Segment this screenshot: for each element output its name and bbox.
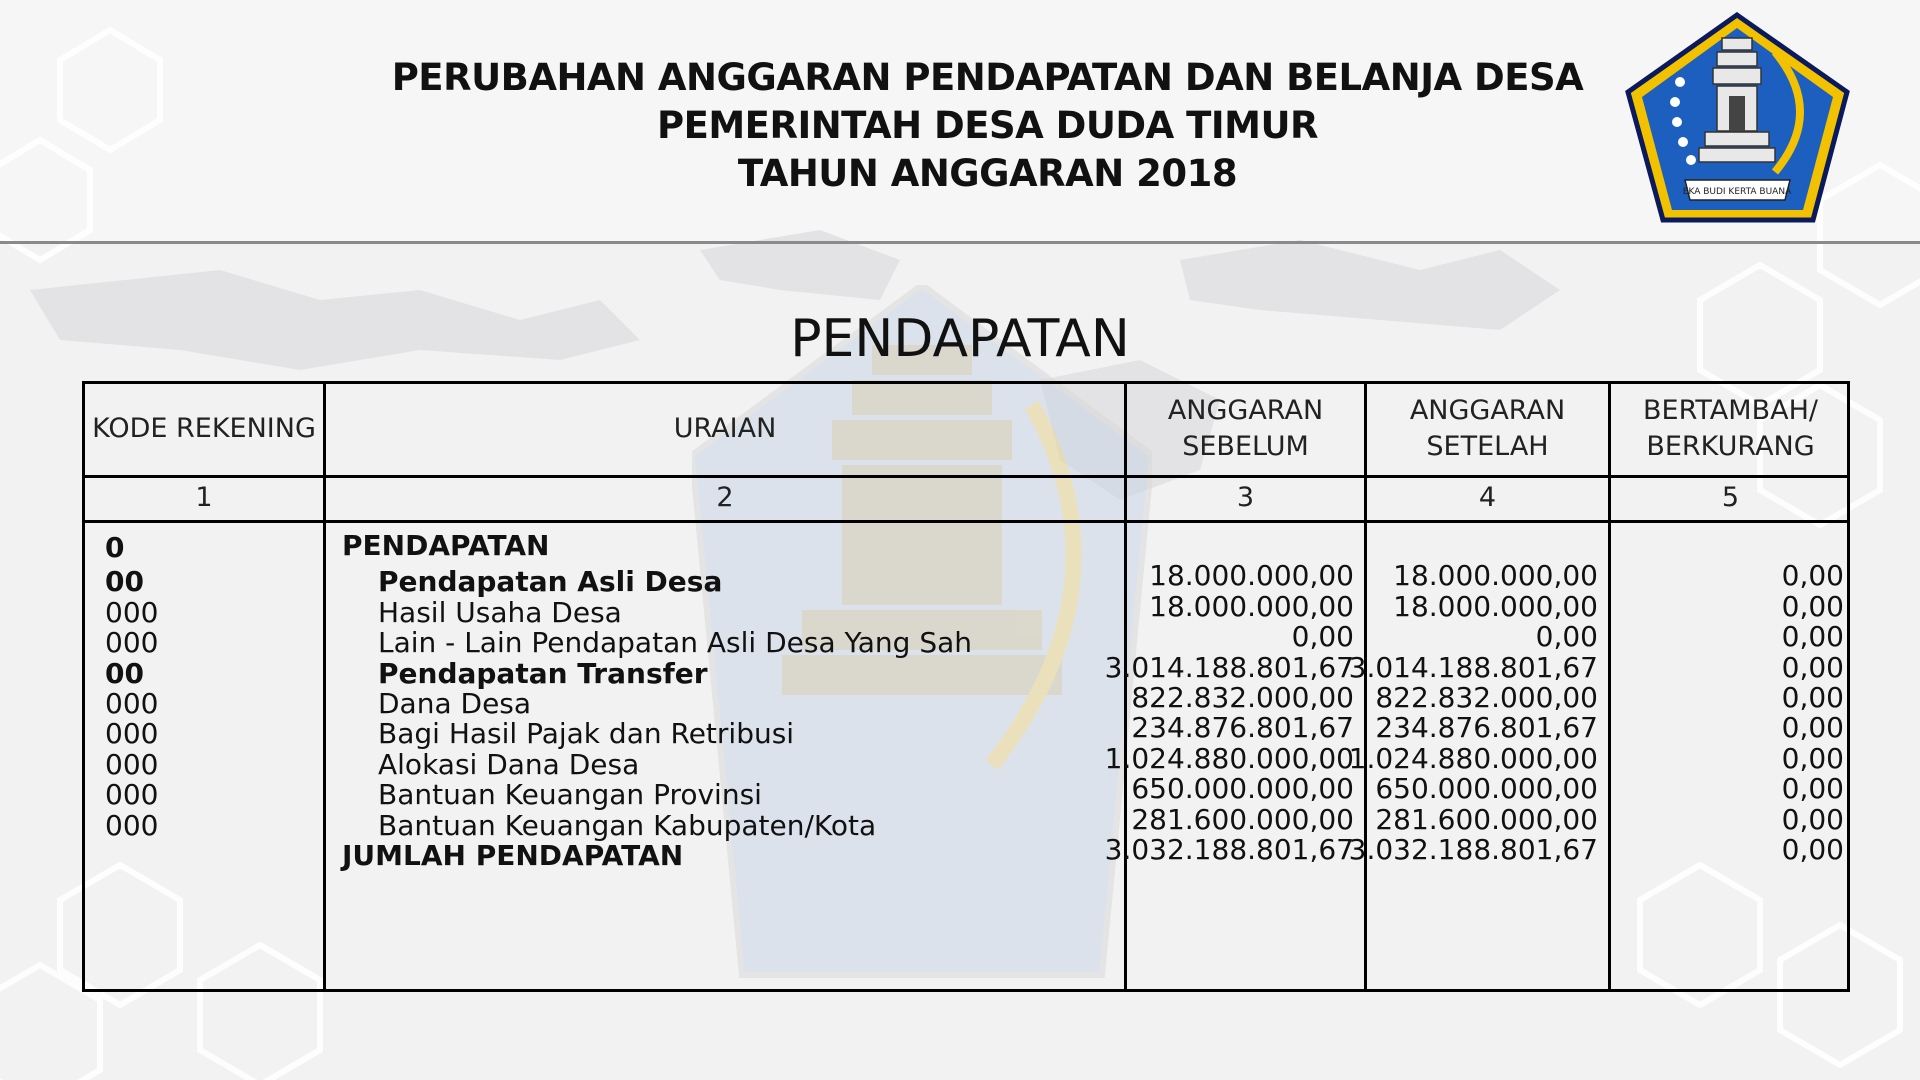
header-bertambah-berkurang [1611, 393, 1850, 465]
number-row-divider [85, 520, 1847, 523]
document-title: PERUBAHAN ANGGARAN PENDAPATAN DAN BELANJA DESA [391, 56, 1584, 99]
header-anggaran-sebelum-line2: SEBELUM [1182, 431, 1309, 462]
row-code: 000 [105, 717, 159, 751]
row-uraian: Bagi Hasil Pajak dan Retribusi [378, 717, 795, 751]
header-anggaran-setelah-line1: ANGGARAN [1409, 395, 1566, 426]
header-row-divider [85, 475, 1847, 478]
header-bertambah-line2: BERKURANG [1646, 431, 1815, 462]
header-kode-rekening: KODE REKENING [92, 413, 316, 444]
row-uraian: Lain - Lain Pendapatan Asli Desa Yang Sah [378, 626, 973, 660]
column-number-1: 1 [195, 482, 213, 513]
header-anggaran-sebelum-line1: ANGGARAN [1167, 395, 1324, 426]
row-setelah: 281.600.000,00 [1375, 802, 1598, 836]
row-setelah: 18.000.000,00 [1393, 589, 1598, 623]
header-anggaran-setelah-line2: SETELAH [1426, 431, 1549, 462]
column-number-5: 5 [1721, 482, 1740, 513]
row-sebelum: 650.000.000,00 [1131, 772, 1354, 806]
row-selisih: 0,00 [1781, 559, 1844, 593]
row-uraian: PENDAPATAN [342, 529, 550, 562]
row-setelah: 650.000.000,00 [1375, 772, 1598, 806]
fiscal-year: TAHUN ANGGARAN 2018 [737, 152, 1238, 195]
row-setelah: 3.032.188.801,67 [1348, 833, 1598, 866]
row-sebelum: 822.832.000,00 [1131, 681, 1354, 714]
row-uraian: Alokasi Dana Desa [378, 747, 640, 781]
row-setelah: 1.024.880.000,00 [1348, 741, 1598, 775]
row-selisih: 0,00 [1781, 741, 1844, 775]
row-code: 000 [105, 747, 159, 781]
row-sebelum: 3.014.188.801,67 [1104, 650, 1354, 684]
column-number-3: 3 [1236, 482, 1255, 513]
row-code: 000 [105, 808, 159, 842]
row-sebelum: 18.000.000,00 [1149, 589, 1354, 623]
header-bertambah-line1: BERTAMBAH/ [1643, 395, 1818, 426]
row-sebelum: 234.876.801,67 [1131, 711, 1354, 745]
row-uraian: Dana Desa [378, 687, 532, 720]
row-uraian: Pendapatan Asli Desa [378, 565, 723, 599]
header-anggaran-setelah [1367, 393, 1608, 465]
row-selisih: 0,00 [1781, 620, 1844, 654]
row-selisih: 0,00 [1781, 650, 1844, 684]
row-selisih: 0,00 [1781, 711, 1844, 745]
row-sebelum: 1.024.880.000,00 [1104, 741, 1354, 775]
emblem-motto: EKA BUDI KERTA BUANA [1682, 187, 1792, 197]
row-code: 00 [105, 565, 144, 599]
header-anggaran-sebelum [1127, 393, 1364, 465]
row-uraian: Bantuan Keuangan Kabupaten/Kota [378, 808, 877, 842]
header-divider [0, 241, 1920, 244]
row-setelah: 3.014.188.801,67 [1348, 650, 1598, 684]
government-name: PEMERINTAH DESA DUDA TIMUR [656, 104, 1319, 147]
row-setelah: 822.832.000,00 [1375, 681, 1598, 714]
regency-emblem-logo [1625, 12, 1850, 224]
row-code: 000 [105, 626, 159, 660]
row-code: 0 [105, 531, 125, 564]
section-title: PENDAPATAN [790, 309, 1130, 369]
table-row [85, 833, 1847, 870]
row-sebelum: 18.000.000,00 [1149, 559, 1354, 593]
column-number-2: 2 [716, 482, 734, 513]
row-selisih: 0,00 [1781, 802, 1844, 836]
row-setelah: 18.000.000,00 [1393, 559, 1598, 593]
row-sebelum: 0,00 [1291, 620, 1354, 654]
row-sebelum: 3.032.188.801,67 [1104, 833, 1354, 866]
row-selisih: 0,00 [1781, 772, 1844, 806]
row-code: 000 [105, 778, 159, 812]
row-sebelum: 281.600.000,00 [1131, 802, 1354, 836]
row-uraian: Hasil Usaha Desa [378, 595, 622, 629]
row-code: 000 [105, 687, 159, 720]
row-code: 000 [105, 595, 159, 629]
row-uraian: Pendapatan Transfer [378, 656, 708, 690]
revenue-table [82, 381, 1850, 992]
row-uraian: JUMLAH PENDAPATAN [342, 839, 684, 872]
row-setelah: 234.876.801,67 [1375, 711, 1598, 745]
row-selisih: 0,00 [1781, 681, 1844, 714]
row-selisih: 0,00 [1781, 833, 1844, 866]
row-uraian: Bantuan Keuangan Provinsi [378, 778, 762, 812]
row-setelah: 0,00 [1535, 620, 1598, 654]
header-uraian: URAIAN [673, 413, 777, 444]
column-number-4: 4 [1478, 482, 1497, 513]
row-code: 00 [105, 656, 144, 690]
row-selisih: 0,00 [1781, 589, 1844, 623]
